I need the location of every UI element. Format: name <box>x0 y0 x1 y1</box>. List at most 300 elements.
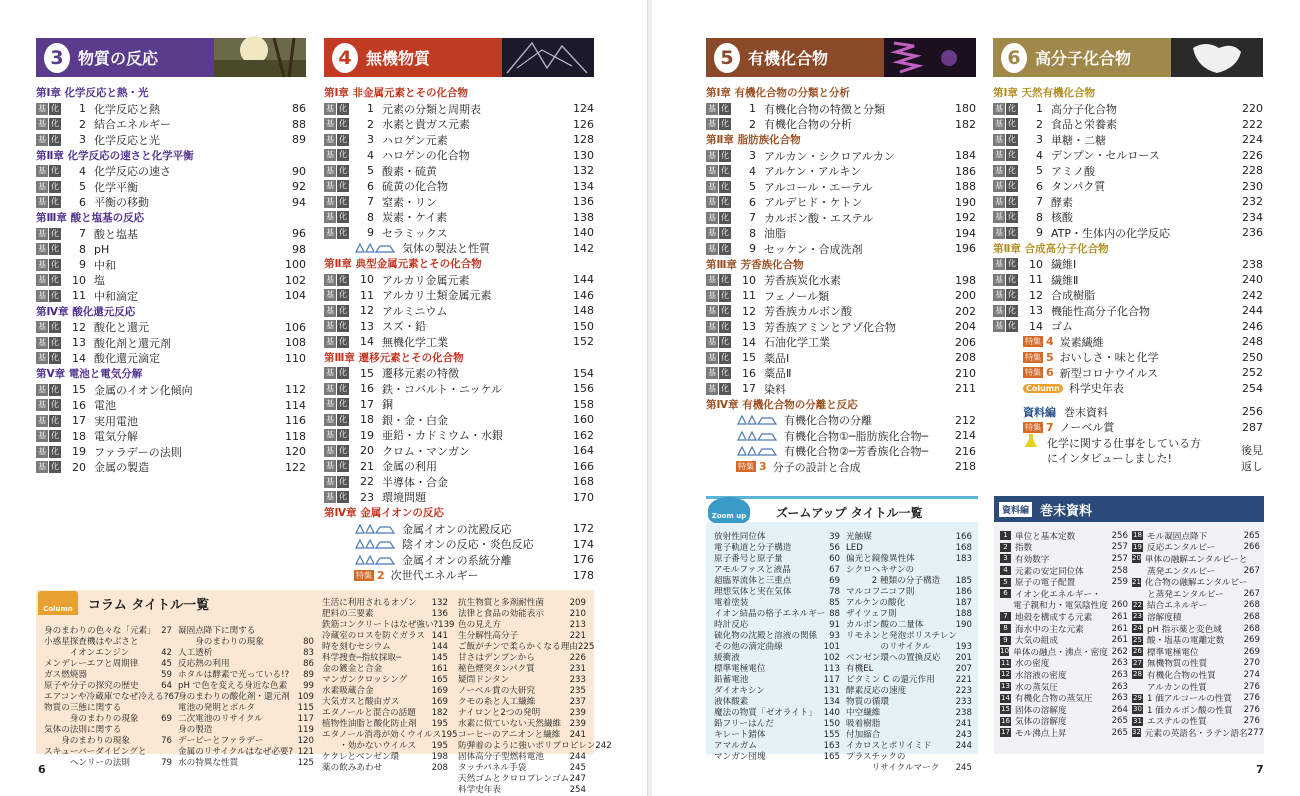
list-row <box>714 730 840 741</box>
appendix-page: 263 <box>1111 658 1128 669</box>
item-number: 21 <box>360 459 374 473</box>
item-number: 16 <box>360 382 374 396</box>
item-title: 化学反応と光 <box>94 133 160 147</box>
item-title: アルカリ土類金属元素 <box>382 289 492 303</box>
toc-row <box>36 382 306 398</box>
row-title: ノーベル賞の大研究 <box>458 686 536 696</box>
page-ref: 130 <box>573 148 594 162</box>
chem-mark: 化 <box>339 383 347 393</box>
column-list <box>322 598 458 774</box>
toc-row <box>324 412 594 428</box>
basic-mark: 基 <box>38 415 46 425</box>
section-number: 4 <box>332 43 358 73</box>
page-ref: 102 <box>285 273 306 287</box>
appendix-title: 海水中の主な元素 <box>1015 624 1084 635</box>
row-title: 人工透析 <box>178 648 213 658</box>
item-title: 実用電池 <box>94 414 138 428</box>
list-row <box>846 565 972 576</box>
row-page: 244 <box>569 752 586 762</box>
list-row <box>322 719 448 730</box>
list-row <box>714 576 840 587</box>
appendix-row <box>1132 565 1260 577</box>
row-page: 241 <box>955 719 972 729</box>
list-row <box>178 758 314 769</box>
appendix-number: 29 <box>1133 693 1142 702</box>
chem-mark: 化 <box>339 321 347 331</box>
row-title: 疑問ドンタン <box>458 675 510 685</box>
row-page: 119 <box>297 725 314 735</box>
list-row <box>714 697 840 708</box>
item-number: 17 <box>742 382 756 396</box>
course-badge <box>324 336 350 348</box>
chem-mark: 化 <box>1008 305 1016 315</box>
toc-row <box>324 568 594 584</box>
feature-badge: 特集 <box>356 570 372 580</box>
row-title: ベンゼン環への置換反応 <box>846 653 941 663</box>
toc-row <box>324 210 594 226</box>
basic-mark: 基 <box>326 305 334 315</box>
chem-mark: 化 <box>721 321 729 331</box>
page-ref: 118 <box>285 429 306 443</box>
list-row <box>178 725 314 736</box>
feature-badge: 特集 <box>1025 422 1041 432</box>
appendix-row <box>1000 600 1128 612</box>
list-row <box>714 565 840 576</box>
basic-mark: 基 <box>326 492 334 502</box>
list-row <box>178 626 314 637</box>
appendix-row <box>1132 658 1260 670</box>
row-page: 226 <box>569 653 586 663</box>
row-page: 163 <box>823 741 840 751</box>
item-number: 18 <box>72 429 86 443</box>
item-title: 巻末資料 <box>1064 405 1108 419</box>
chem-mark: 化 <box>1008 150 1016 160</box>
appendix-page: 263 <box>1111 669 1128 680</box>
item-title: 機能性高分子化合物 <box>1051 304 1150 318</box>
list-row <box>44 626 172 637</box>
list-row <box>322 598 448 609</box>
basic-mark: 基 <box>326 430 334 440</box>
course-badge <box>36 430 62 442</box>
row-page: 241 <box>569 730 586 740</box>
course-badge <box>324 289 350 301</box>
appendix-title: 水の密度 <box>1015 659 1050 670</box>
page-ref: 96 <box>292 227 306 241</box>
row-page: 198 <box>431 752 448 762</box>
item-number: 15 <box>360 366 374 380</box>
zoomup-badge: Zoom up <box>708 497 750 523</box>
page-ref: 192 <box>955 211 976 225</box>
appendix-row <box>1132 634 1260 646</box>
basic-mark: 基 <box>708 150 716 160</box>
list-row <box>846 653 972 664</box>
column-list <box>458 598 612 796</box>
page-ref: 136 <box>573 195 594 209</box>
row-page: 221 <box>955 675 972 685</box>
row-title: 防弾着のように強いポリプロピレン <box>458 741 596 751</box>
course-badge <box>36 274 62 286</box>
row-title: ナイロンと2つの発明 <box>458 708 541 718</box>
row-page: 235 <box>569 686 586 696</box>
appendix-number: 16 <box>1001 716 1010 725</box>
toc-row <box>36 257 306 273</box>
page-ref: 188 <box>955 180 976 194</box>
row-title: イカロスとポリイミド <box>846 741 932 751</box>
basic-mark: 基 <box>708 337 716 347</box>
list-row <box>322 609 448 620</box>
toc-row <box>324 132 594 148</box>
list-row <box>846 708 972 719</box>
basic-mark: 基 <box>38 384 46 394</box>
page-ref: 114 <box>285 398 306 412</box>
appendix-row <box>1000 727 1128 739</box>
item-title: 有機化合物①─脂肪族化合物─ <box>784 429 929 443</box>
list-row <box>322 741 448 752</box>
list-row <box>44 758 172 769</box>
list-row <box>458 642 595 653</box>
list-row <box>322 697 448 708</box>
appendix-number: 22 <box>1133 600 1142 609</box>
basic-mark: 基 <box>708 228 716 238</box>
item-number: 14 <box>72 351 86 365</box>
list-row <box>44 736 172 747</box>
row-page: 102 <box>823 653 840 663</box>
page-ref: 232 <box>1242 195 1263 209</box>
appendix-title: アルカンの性質 <box>1147 682 1207 693</box>
item-number: 8 <box>749 226 756 240</box>
appendix-row <box>1000 646 1128 658</box>
appendix-number: 4 <box>1000 566 1011 575</box>
item-title: おいしさ・味と化学 <box>1059 351 1159 365</box>
row-title: 固体高分子型燃料電池 <box>458 752 544 762</box>
basic-mark: 基 <box>326 150 334 160</box>
item-number: 6 <box>1036 179 1043 193</box>
toc-row <box>324 148 594 164</box>
row-page: 254 <box>569 785 586 795</box>
row-page: 145 <box>431 653 448 663</box>
list-row <box>714 587 840 598</box>
item-title: 薬品Ⅱ <box>764 367 792 381</box>
appendix-row <box>1132 623 1260 635</box>
row-page: 67 <box>829 565 840 575</box>
crystal-photo-icon <box>502 38 594 77</box>
forest-photo-icon <box>214 38 306 77</box>
chapter-heading: 第Ⅲ章 芳香族化合物 <box>706 258 804 271</box>
page-ref: 156 <box>573 382 594 396</box>
item-title: 化学平衡 <box>94 180 138 194</box>
list-row <box>178 659 314 670</box>
page-ref: 234 <box>1242 210 1263 224</box>
appendix-row <box>1132 542 1260 554</box>
item-number: 13 <box>72 336 86 350</box>
page-ref: 144 <box>573 273 594 287</box>
basic-mark: 基 <box>326 476 334 486</box>
row-page: 83 <box>303 648 314 658</box>
list-row <box>458 774 586 785</box>
item-title: タンパク質 <box>1051 180 1106 194</box>
chem-mark: 化 <box>51 119 59 129</box>
page-ref: 142 <box>573 241 594 255</box>
appendix-row <box>1132 646 1260 658</box>
item-number: 4 <box>79 164 86 178</box>
row-page: 140 <box>823 708 840 718</box>
appendix-page: 270 <box>1243 658 1260 669</box>
appendix-header <box>994 496 1264 522</box>
row-title: 金属のリサイクルはなぜ必要? <box>178 747 294 757</box>
page-ref: 230 <box>1242 179 1263 193</box>
item-number: 1 <box>1036 102 1043 116</box>
page-ref: 110 <box>285 351 306 365</box>
basic-mark: 基 <box>326 212 334 222</box>
toc-row <box>36 429 306 445</box>
appendix-row <box>1000 542 1128 554</box>
row-page: 69 <box>161 714 172 724</box>
list-row <box>714 543 840 554</box>
appendix-row <box>1132 669 1260 681</box>
page-ref: 92 <box>292 180 306 194</box>
row-page: 168 <box>955 543 972 553</box>
item-number: 5 <box>367 164 374 178</box>
row-page: 190 <box>955 620 972 630</box>
chem-mark: 化 <box>721 150 729 160</box>
course-badge <box>324 398 350 410</box>
item-number: 20 <box>72 460 86 474</box>
toc-row <box>324 397 594 413</box>
toc-row <box>324 474 594 490</box>
item-number: 2 <box>749 117 756 131</box>
course-badge <box>36 181 62 193</box>
basic-mark: 基 <box>995 103 1003 113</box>
item-number: 4 <box>749 164 756 178</box>
row-page: 109 <box>297 692 314 702</box>
appendix-page: 268 <box>1243 623 1260 634</box>
appendix-number: 10 <box>1000 647 1010 656</box>
item-title: 染料 <box>764 382 786 396</box>
row-page: 67 <box>168 692 180 702</box>
basic-mark: 基 <box>995 274 1003 284</box>
row-title: 硫化物の沈殿と溶液の関係 <box>714 631 818 641</box>
appendix-list <box>994 496 1264 754</box>
row-page: 239 <box>569 708 586 718</box>
row-title: エアコンや冷蔵庫でなぜ冷える? <box>44 692 169 702</box>
section-number: 6 <box>1001 43 1027 73</box>
chapter-heading: 第Ⅳ章 酸化還元反応 <box>36 305 136 318</box>
appendix-number: 20 <box>1132 554 1141 563</box>
list-row <box>322 730 458 741</box>
item-title: 化学に関する仕事をしている方 <box>1047 436 1201 450</box>
chem-mark: 化 <box>339 445 347 455</box>
item-number: 3 <box>749 149 756 163</box>
row-page: 161 <box>431 664 448 674</box>
chem-mark: 化 <box>339 227 347 237</box>
basic-mark: 基 <box>38 134 46 144</box>
page-ref: 252 <box>1242 366 1263 380</box>
page-ref: 178 <box>573 568 594 582</box>
chem-mark: 化 <box>339 274 347 284</box>
basic-mark: 基 <box>38 244 46 254</box>
chem-mark: 化 <box>1008 274 1016 284</box>
item-number: 9 <box>79 258 86 272</box>
appendix-number: 15 <box>1001 705 1010 714</box>
appendix-number: 6 <box>1000 589 1011 598</box>
list-row <box>458 730 586 741</box>
appendix-title: 水の蒸気圧 <box>1015 682 1058 693</box>
page-ref: 124 <box>573 102 594 116</box>
chem-mark: 化 <box>339 181 347 191</box>
appendix-row <box>1000 565 1128 577</box>
row-page <box>290 626 314 637</box>
row-title: リモネンと発泡ポリスチレン <box>846 631 957 641</box>
basic-mark: 基 <box>708 119 716 129</box>
appendix-number: 28 <box>1133 670 1142 679</box>
chem-mark: 化 <box>1008 212 1016 222</box>
item-number: 8 <box>367 210 374 224</box>
row-page: 56 <box>829 543 840 553</box>
row-page <box>948 752 972 763</box>
appendix-row <box>1000 588 1128 600</box>
row-page: 27 <box>161 626 172 636</box>
page-ref: 138 <box>573 210 594 224</box>
item-number: 5 <box>79 180 86 194</box>
row-title: エタノールと混合の話題 <box>322 708 416 718</box>
item-number: 19 <box>72 445 86 459</box>
appendix-row <box>1132 553 1260 565</box>
list-row <box>458 763 586 774</box>
item-title: 金属の利用 <box>382 460 437 474</box>
appendix-title: 有効数字 <box>1015 554 1050 565</box>
toc-list <box>36 85 306 475</box>
row-page: 165 <box>823 752 840 762</box>
row-title: 植物性油脂と酸化防止剤 <box>322 719 417 729</box>
row-title: ご飯がチンで柔らかくなる理由 <box>458 642 578 652</box>
page-number-right: 7 <box>1256 763 1264 776</box>
row-title: マルコフニコフ則 <box>846 587 915 597</box>
appendix-page: 268 <box>1243 600 1260 611</box>
toc-list <box>324 85 594 583</box>
row-page: 231 <box>569 664 586 674</box>
appendix-page: 262 <box>1111 646 1128 657</box>
item-title: 化学反応の速さ <box>94 165 171 179</box>
appendix-row <box>1000 634 1128 646</box>
course-badge <box>324 227 350 239</box>
list-row <box>44 670 172 681</box>
item-number: 11 <box>72 289 86 303</box>
list-row <box>178 670 314 681</box>
course-badge <box>324 103 350 115</box>
row-page: 76 <box>161 736 172 746</box>
item-number: 9 <box>1036 226 1043 240</box>
item-title: 結合エネルギー <box>94 118 171 132</box>
feature-number: 7 <box>1046 420 1054 434</box>
course-badge <box>36 461 62 473</box>
list-row <box>846 631 972 642</box>
item-number: 2 <box>79 117 86 131</box>
basic-mark: 基 <box>326 103 334 113</box>
column-list <box>178 626 314 769</box>
page-ref: 170 <box>573 490 594 504</box>
appendix-badge: 資料編 <box>999 502 1032 517</box>
row-page: 60 <box>829 554 840 564</box>
toc-row <box>36 444 306 460</box>
toc-row <box>36 460 306 476</box>
zoomup-list <box>714 532 840 763</box>
list-row <box>44 747 172 758</box>
chem-mark: 化 <box>721 243 729 253</box>
basic-mark: 基 <box>326 196 334 206</box>
zoomup-title: ズームアップ タイトル一覧 <box>776 506 923 520</box>
appendix-title: 原子の電子配置 <box>1015 578 1076 589</box>
basic-mark: 基 <box>708 275 716 285</box>
toc-row <box>324 490 594 506</box>
row-title: 水の特異な性質 <box>178 758 239 768</box>
course-badge <box>324 196 350 208</box>
row-title: ザイツェフ則 <box>846 609 897 619</box>
row-title: 凝固点降下に関する <box>178 626 256 636</box>
item-title: カルボン酸・エステル <box>764 211 874 225</box>
list-row <box>714 653 840 664</box>
item-number: 17 <box>360 397 374 411</box>
chem-mark: 化 <box>339 103 347 113</box>
course-badge <box>36 134 62 146</box>
appendix-title: 1 価カルボン酸の性質 <box>1147 705 1233 716</box>
item-number: 12 <box>360 304 374 318</box>
page-ref: 166 <box>573 459 594 473</box>
item-title: 核酸 <box>1051 211 1073 225</box>
row-page: 195 <box>431 719 448 729</box>
list-row <box>322 642 448 653</box>
row-title: 身のまわりの現象 <box>44 714 139 724</box>
item-number: 7 <box>79 227 86 241</box>
item-number: 10 <box>1029 257 1043 271</box>
toc-row <box>36 179 306 195</box>
list-row <box>846 697 972 708</box>
course-badge <box>324 149 350 161</box>
toc-row <box>36 242 306 258</box>
appendix-title: 巻末資料 <box>1040 503 1093 519</box>
list-row <box>322 708 448 719</box>
item-title: 銅 <box>382 398 393 412</box>
section-title: 高分子化合物 <box>1035 49 1132 68</box>
toc-row <box>36 226 306 242</box>
chem-mark: 化 <box>51 103 59 113</box>
page-ref: 256 <box>1242 405 1263 419</box>
zoomup-list <box>846 532 972 774</box>
item-number: 10 <box>360 273 374 287</box>
feature-number: 3 <box>759 460 767 474</box>
row-title: リサイクルマーク <box>846 763 940 773</box>
row-title: 電着塗装 <box>714 598 749 608</box>
page-ref: 204 <box>955 320 976 334</box>
row-page: 193 <box>955 642 972 652</box>
row-title: 放射性同位体 <box>714 532 766 542</box>
list-row <box>458 631 586 642</box>
item-number: 15 <box>72 383 86 397</box>
row-title: ヘンリーの法則 <box>44 758 130 768</box>
page-ref: 182 <box>955 117 976 131</box>
chem-mark: 化 <box>339 119 347 129</box>
basic-mark: 基 <box>38 353 46 363</box>
item-title: 合成樹脂 <box>1051 289 1095 303</box>
basic-mark: 基 <box>326 445 334 455</box>
item-title: アルカリ金属元素 <box>382 273 470 287</box>
item-title: ハロゲンの化合物 <box>382 149 470 163</box>
row-title: 水素吸蔵合金 <box>322 686 374 696</box>
column-list <box>44 626 180 769</box>
chem-mark: 化 <box>339 290 347 300</box>
course-badge <box>324 429 350 441</box>
item-number: 6 <box>367 179 374 193</box>
chem-mark: 化 <box>51 197 59 207</box>
